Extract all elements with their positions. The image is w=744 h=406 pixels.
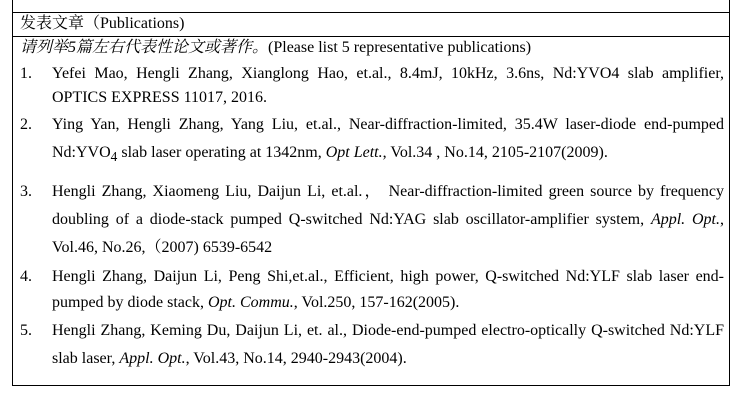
table-divider-top	[12, 12, 730, 13]
publication-text	[52, 111, 724, 171]
journal-name: Opt. Commu.	[207, 294, 294, 312]
publication-item	[20, 317, 724, 373]
publication-item	[20, 111, 724, 171]
publication-item	[20, 264, 724, 316]
publication-text: Yefei Mao, Hengli Zhang, Xianglong Hao, et.al., 8.4mJ, 10kHz, 3.6ns, Nd:YVO4 slab amplifier, OPTICS EXPRESS 11017, 2016.	[52, 65, 724, 106]
citation-text: , Vol.46, No.26,（2007) 6539-6542	[52, 211, 724, 257]
citation-text: Hengli Zhang, Daijun Li, Peng Shi,et.al., Efficient, high power, Q-switched Nd:YLF slab laser end-pumped by diode stack,	[52, 268, 724, 312]
publication-item	[20, 62, 724, 110]
citation-text: Hengli Zhang, Keming Du, Daijun Li, et. al., Diode-end-pumped electro-optically Q-switched Nd:YLF slab laser,	[52, 322, 724, 368]
publication-item	[20, 178, 724, 262]
publication-list	[20, 60, 724, 373]
instruction-line	[20, 38, 531, 58]
citation-text: Hengli Zhang, Xiaomeng Liu, Daijun Li, et.al.， Near-diffraction-limited green source by frequency doubling of a diode-stack pumped Q-switched Nd:YAG slab oscillator-amplifier system,	[52, 183, 724, 229]
journal-name: Appl. Opt.	[650, 211, 720, 229]
instruction-english: (Please list 5 representative publications)	[268, 39, 532, 56]
publication-number: 3.	[20, 183, 32, 201]
subscript-text: 4	[110, 149, 118, 165]
publication-number: 1.	[20, 65, 32, 82]
citation-text: slab laser operating at 1342nm,	[117, 144, 326, 161]
citation-text: , Vol.250, 157-162(2005).	[293, 294, 460, 312]
instruction-chinese: 请列举5篇左右代表性论文或著作。	[20, 39, 269, 56]
publication-text	[52, 264, 724, 316]
citation-text: , Vol.43, No.14, 2940-2943(2004).	[185, 350, 407, 368]
publication-number: 4.	[20, 268, 32, 286]
publication-text	[52, 178, 724, 262]
publication-number: 5.	[20, 322, 32, 340]
table-divider-header	[12, 36, 730, 37]
citation-text: Ying Yan, Hengli Zhang, Yang Liu, et.al., Near-diffraction-limited, 35.4W laser-diode end-pumped Nd:YVO	[52, 116, 724, 161]
publication-number: 2.	[20, 116, 32, 133]
journal-name: Opt Lett.	[325, 144, 383, 161]
journal-name: Appl. Opt.	[119, 350, 186, 368]
citation-text: , Vol.34 , No.14, 2105-2107(2009).	[382, 144, 608, 161]
publication-text	[52, 317, 724, 373]
section-title: 发表文章（Publications)	[20, 15, 185, 32]
